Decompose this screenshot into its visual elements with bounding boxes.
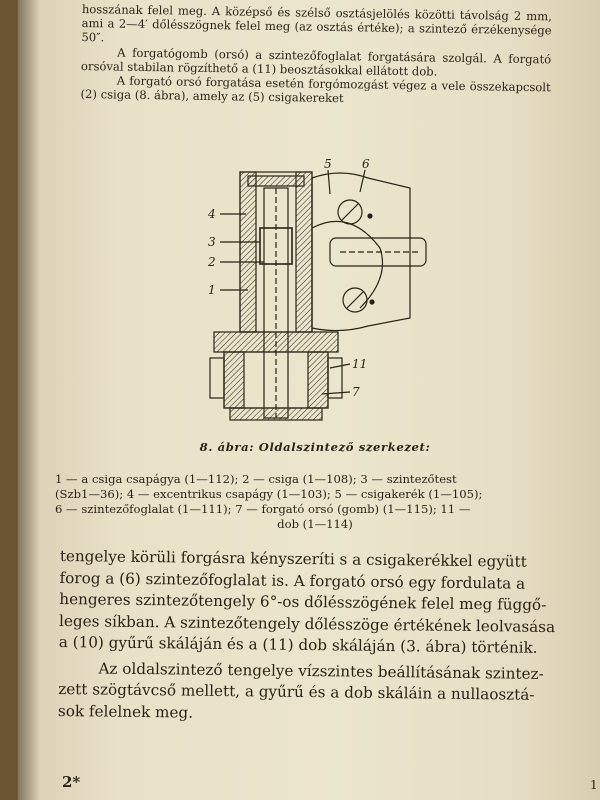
body-line: zett szögtávcső mellett, a gyűrű és a dob skáláin a nullaosztá- <box>58 679 535 704</box>
top-paragraph-3: A forgató orsó forgatása esetén forgómozgást végez a vele összekapcsolt (2) csiga (8. ábra), amely az (5) csigakereket <box>80 73 551 106</box>
figure-label-3: 3 <box>208 235 216 249</box>
body-line: a (10) gyűrű skáláján és a (11) dob skáláján (3. ábra) történik. <box>58 632 538 657</box>
figure-label-6: 6 <box>362 158 370 171</box>
figure-label-11: 11 <box>352 357 368 371</box>
body-line: forog a (6) szintezőfoglalat is. A forgató orsó egy fordulata a <box>59 568 526 593</box>
legend-line-4: dob (1—114) <box>277 517 353 531</box>
figure-label-1: 1 <box>208 283 216 297</box>
body-line: sok felelnek meg. <box>57 701 194 722</box>
bottom-text-block <box>58 546 580 728</box>
printer-signature-mark: 2* <box>62 773 81 791</box>
page-gutter-shadow <box>18 0 40 800</box>
legend-line-1: 1 — a csiga csapágya (1—112); 2 — csiga (1—108); 3 — szintezőtest <box>55 472 457 486</box>
caption-legend <box>55 472 575 532</box>
caption-title: 8. ábra: Oldalszintező szerkezet: <box>199 440 431 454</box>
body-line: leges síkban. A szintezőtengely dőlésszöge értékének leolvasása <box>58 611 556 636</box>
body-line: hengeres szintezőtengely 6°-os dőlésszögének felel meg függő- <box>59 589 547 614</box>
figure-label-7: 7 <box>352 385 360 399</box>
legend-line-2: (Szb1—36); 4 — excentrikus csapágy (1—103); 5 — csigakerék (1—105); <box>55 487 483 501</box>
figure-label-5: 5 <box>324 158 332 171</box>
legend-line-3: 6 — szintezőfoglalat (1—111); 7 — forgató orsó (gomb) (1—115); 11 — <box>55 502 471 516</box>
top-paragraph-1: hosszának felel meg. A középső és szélső osztásjelölés közötti távolság 2 mm, ami a 2—4′ dőlésszögnek felel meg (az osztás értéke); a szintező érzékenysége 50″. <box>81 2 552 45</box>
page-edge-mark: 1 <box>590 778 598 792</box>
figure-label-4: 4 <box>208 207 216 221</box>
body-line: Az oldalszintező tengelye vízszintes beállításának szintez- <box>98 658 544 683</box>
body-line: tengelye körüli forgásra kényszeríti s a csigakerékkel együtt <box>59 546 527 571</box>
figure-label-2: 2 <box>208 255 216 269</box>
figure-caption <box>55 440 575 532</box>
top-text-block <box>80 2 552 109</box>
top-paragraph-2: A forgatógomb (orsó) a szintezőfoglalat forgatására szolgál. A forgató orsóval stabilan rögzíthető a (11) beosztásokkal ellátott dob. <box>80 45 552 79</box>
technical-drawing-figure <box>190 158 450 428</box>
